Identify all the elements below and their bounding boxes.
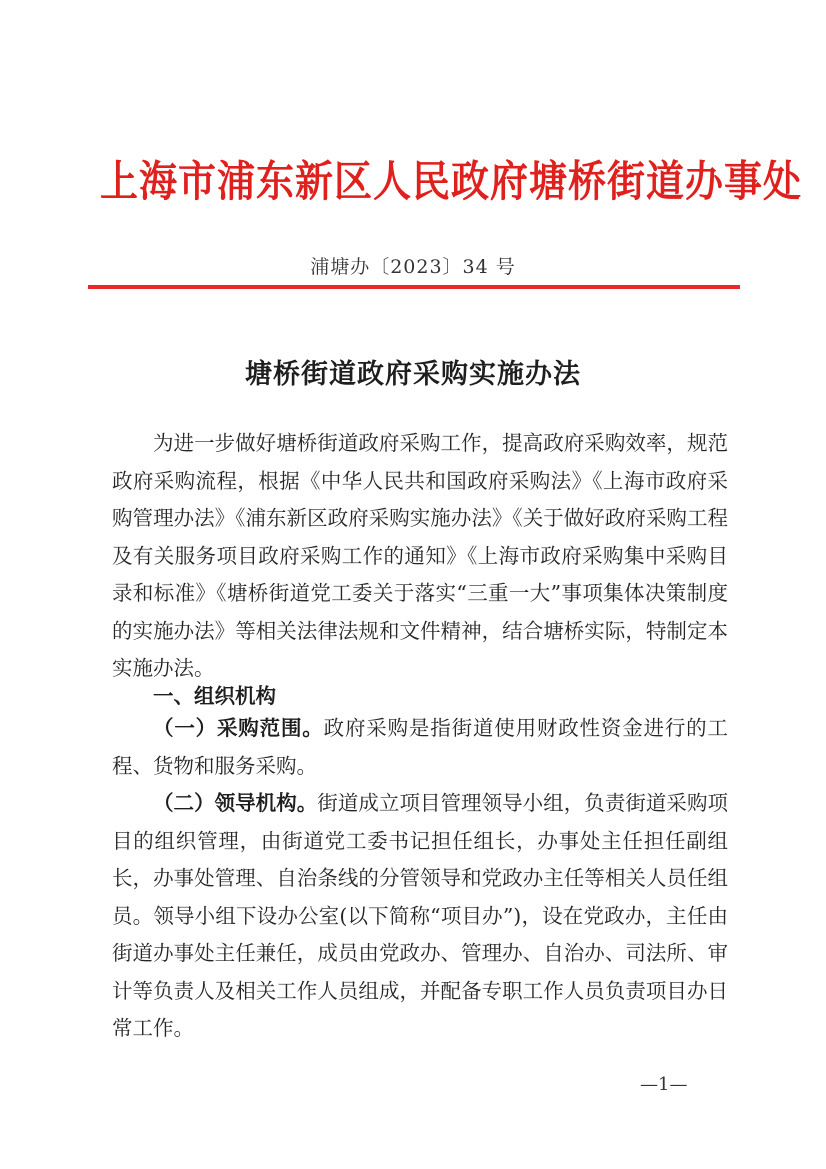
paragraph-leadership [112,785,728,1048]
leadership-label: （二）领导机构。 [153,791,318,815]
document-title: 塘桥街道政府采购实施办法 [245,359,581,390]
scope-label: （一）采购范围。 [153,716,324,740]
intro-paragraph: 为进一步做好塘桥街道政府采购工作，提高政府采购效率，规范政府采购流程，根据《中华人民共和国政府采购法》《上海市政府采购管理办法》《浦东新区政府采购实施办法》《关于做好政府采购工程及有关服务项目政府采购工作的通知》《上海市政府采购集中采购目录和标准》《塘桥街道党工委关于落实“三重一大”事项集体决策制度的实施办法》等相关法律法规和文件精神，结合塘桥实际，特制定本实施办法。 [112,431,728,680]
leadership-text: 街道成立项目管理领导小组，负责街道采购项目的组织管理，由街道党工委书记担任组长，办事处主任担任副组长，办事处管理、自治条线的分管领导和党政办主任等相关人员任组员。领导小组下设办公室(以下简称“项目办”)，设在党政办，主任由街道办事处主任兼任，成员由党政办、管理办、自治办、司法所、审计等负责人及相关工作人员组成，并配备专职工作人员负责项目办日常工作。 [112,791,728,1040]
page-number: —1— [640,1074,688,1095]
red-header-rule [88,285,740,289]
paragraph-procurement-scope [112,710,728,785]
section-heading-organization: 一、组织机构 [153,684,276,708]
issuing-organization-title: 上海市浦东新区人民政府塘桥街道办事处 [100,155,803,207]
document-number: 浦塘办〔2023〕34 号 [310,256,516,278]
scope-text: 政府采购是指街道使用财政性资金进行的工程、货物和服务采购。 [112,716,729,778]
